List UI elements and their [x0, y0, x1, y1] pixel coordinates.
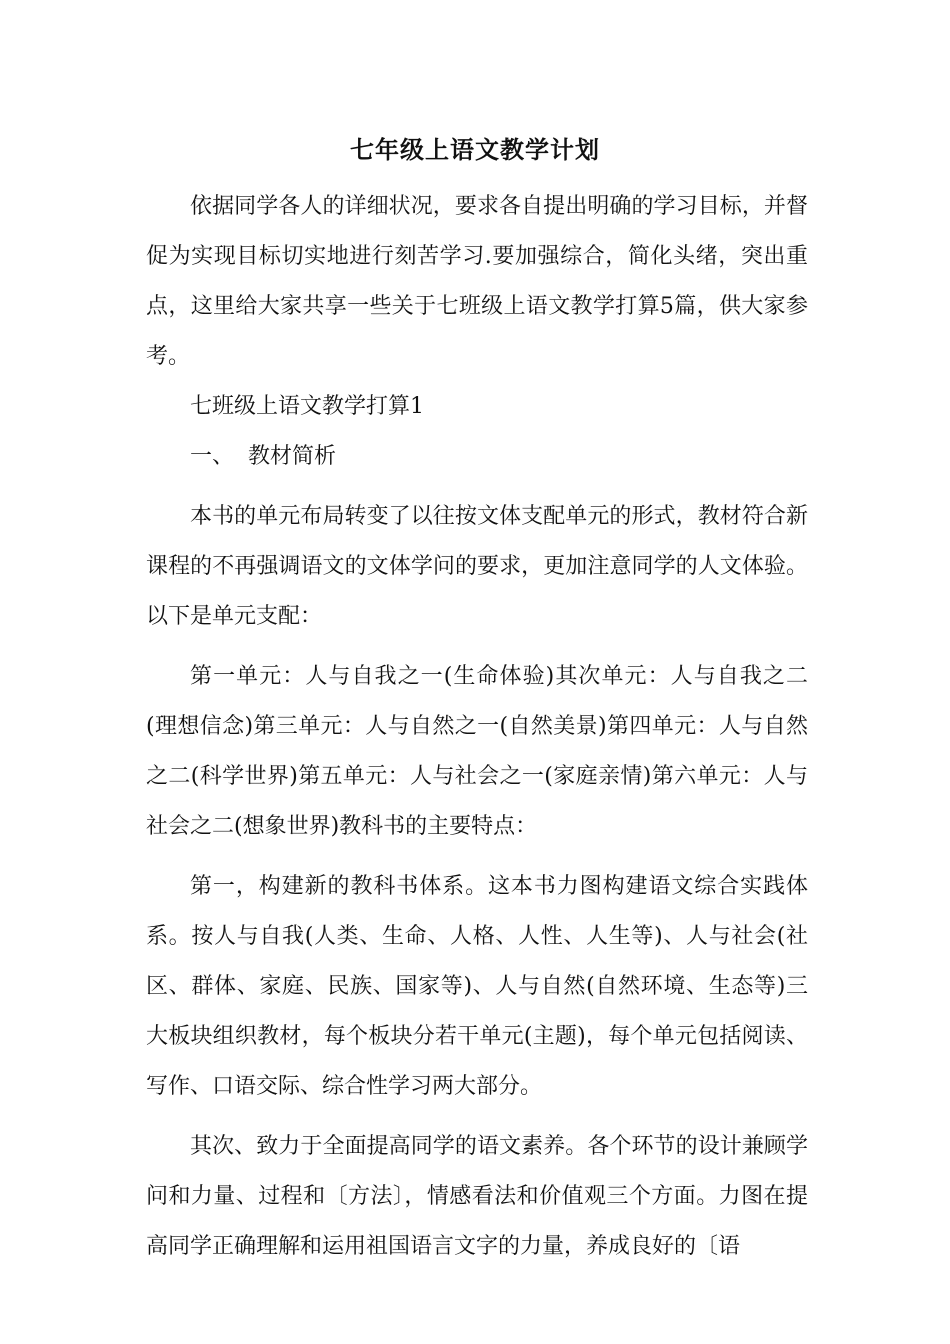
textbook-layout-paragraph: 本书的单元布局转变了以往按文体支配单元的形式，教材符合新课程的不再强调语文的文体学问的要求，更加注意同学的人文体验。以下是单元支配：: [146, 504, 808, 629]
document-body: [146, 182, 808, 1272]
section-heading-textbook-analysis: 一、 教材简析: [190, 444, 336, 469]
feature-one-paragraph: 第一，构建新的教科书体系。这本书力图构建语文综合实践体系。按人与自我(人类、生命、人格、人性、人生等)、人与社会(社区、群体、家庭、民族、国家等)、人与自然(自然环境、生态等)三大板块组织教材，每个板块分若干单元(主题)，每个单元包括阅读、写作、口语交际、综合性学习两大部分。: [146, 874, 808, 1099]
section-heading-plan-1: 七班级上语文教学打算1: [190, 394, 424, 419]
intro-paragraph: 依据同学各人的详细状况，要求各自提出明确的学习目标，并督促为实现目标切实地进行刻苦学习.要加强综合，简化头绪，突出重点，这里给大家共享一些关于七班级上语文教学打算5篇，供大家参考。: [146, 194, 808, 369]
units-paragraph: 第一单元：人与自我之一(生命体验)其次单元：人与自我之二(理想信念)第三单元：人与自然之一(自然美景)第四单元：人与自然之二(科学世界)第五单元：人与社会之一(家庭亲情)第六单元：人与社会之二(想象世界)教科书的主要特点：: [146, 664, 808, 839]
feature-two-paragraph: 其次、致力于全面提高同学的语文素养。各个环节的设计兼顾学问和力量、过程和〔方法〕，情感看法和价值观三个方面。力图在提高同学正确理解和运用祖国语言文字的力量，养成良好的〔语: [146, 1134, 808, 1259]
document-title: 七年级上语文教学计划: [350, 135, 600, 164]
